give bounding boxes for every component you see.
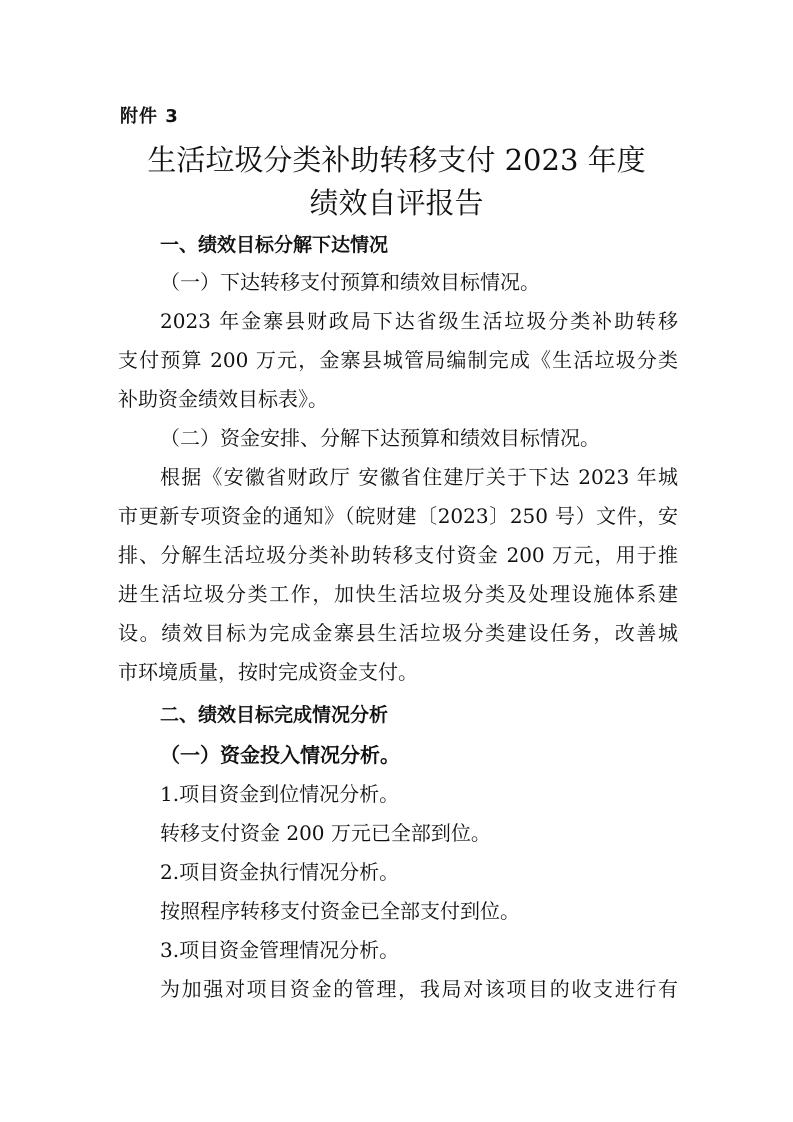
paragraph-line: 排、分解生活垃圾分类补助转移支付资金 200 万元，用于推: [118, 543, 678, 567]
paragraph-line: 设。绩效目标为完成金寨县生活垃圾分类建设任务，改善城: [118, 621, 678, 645]
report-title-line-1: 生活垃圾分类补助转移支付 2023 年度: [147, 143, 646, 177]
paragraph-line: 转移支付资金 200 万元已全部到位。: [160, 821, 491, 845]
item-heading: 1.项目资金到位情况分析。: [160, 782, 400, 806]
attachment-label: 附件 3: [120, 106, 179, 127]
paragraph-line: 支付预算 200 万元，金寨县城管局编制完成《生活垃圾分类: [118, 348, 678, 372]
paragraph-line: 市更新专项资金的通知》（皖财建〔2023〕250 号）文件，安: [118, 504, 678, 528]
section-heading-1: 一、绩效目标分解下达情况: [160, 234, 389, 256]
paragraph-line: 根据《安徽省财政厅 安徽省住建厅关于下达 2023 年城: [160, 465, 678, 489]
paragraph-line: 按照程序转移支付资金已全部支付到位。: [160, 899, 520, 923]
report-title-line-2: 绩效自评报告: [309, 186, 484, 220]
subheading-1-1: （一）下达转移支付预算和绩效目标情况。: [160, 270, 540, 294]
subheading-2-1: （一）资金投入情况分析。: [160, 743, 400, 767]
section-heading-2: 二、绩效目标完成情况分析: [160, 704, 389, 726]
paragraph-line: 为加强对项目资金的管理，我局对该项目的收支进行有: [160, 977, 678, 1001]
subheading-1-2: （二）资金安排、分解下达预算和绩效目标情况。: [160, 426, 600, 450]
paragraph-line: 2023 年金寨县财政局下达省级生活垃圾分类补助转移: [160, 309, 678, 333]
item-heading: 3.项目资金管理情况分析。: [160, 938, 400, 962]
paragraph-line: 进生活垃圾分类工作，加快生活垃圾分类及处理设施体系建: [118, 582, 678, 606]
item-heading: 2.项目资金执行情况分析。: [160, 860, 400, 884]
paragraph-line: 市环境质量，按时完成资金支付。: [118, 660, 418, 684]
paragraph-line: 补助资金绩效目标表》。: [118, 387, 328, 411]
